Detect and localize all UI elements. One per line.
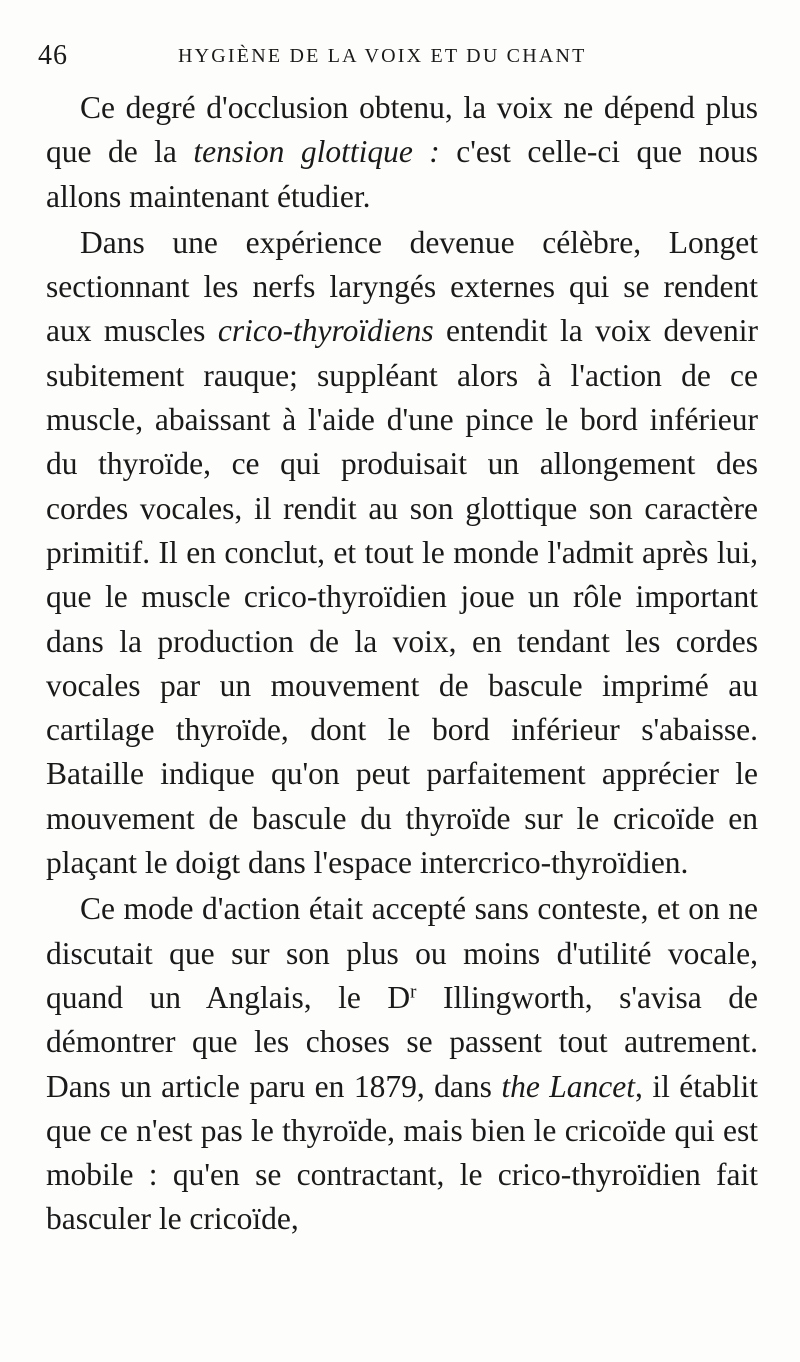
paragraph-1-text-a: Ce degré d'occlusion obtenu, la voix ne dépend plus que de la [46,90,758,170]
paragraph-2-text-b: entendit la voix devenir subitement rauque; suppléant alors à l'action de ce muscle, abaissant à l'aide d'une pince le bord inférieur du thyroïde, ce qui produisait un allongement des cordes vocales, il rendit au son glottique son caractère primitif. Il en conclut, et tout le monde l'admit après lui, que le muscle crico-thyroïdien joue un rôle important dans la production de la voix, en tendant les cordes vocales par un mouvement de bascule imprimé au cartilage thyroïde, dont le bord inférieur s'abaisse. Bataille indique qu'on peut parfaitement apprécier le mouvement de bascule du thyroïde sur le cricoïde en plaçant le doigt dans l'espace intercrico-thyroïdien. [46,313,759,881]
paragraph-3-text-c: , il établit que ce n'est pas le thyroïde, mais bien le cricoïde qui est mobile : qu'en se contractant, le crico-thyroïdien fait basculer le cricoïde, [46,1068,758,1237]
paragraph-2-text-a: Dans une expérience devenue célèbre, Longet sectionnant les nerfs laryngés externes qui se rendent aux muscles [46,224,758,349]
paragraph-2 [46,221,758,885]
paragraph-1 [46,86,758,219]
paragraph-3-text-a: Ce mode d'action était accepté sans conteste, et on ne discutait que sur son plus ou moins d'utilité vocale, quand un Anglais, le D [46,891,758,1015]
paragraph-2-italic-term: crico-thyroïdiens [217,313,434,349]
paragraph-3-italic-journal: the Lancet [501,1068,636,1104]
body-text [46,86,758,1242]
page-number: 46 [38,40,68,71]
running-head: HYGIÈNE DE LA VOIX ET DU CHANT [178,45,587,67]
paragraph-3-text-b: Illingworth, s'avisa de démontrer que les choses se passent tout autrement. Dans un article paru en 1879, dans [46,979,758,1104]
paragraph-3 [46,887,758,1241]
paragraph-1-text-b: c'est celle-ci que nous allons maintenant étudier. [46,134,758,214]
doctor-abbrev-superscript: r [410,981,417,1003]
page-header [38,38,768,74]
paragraph-1-italic-term: tension glottique : [193,134,440,170]
